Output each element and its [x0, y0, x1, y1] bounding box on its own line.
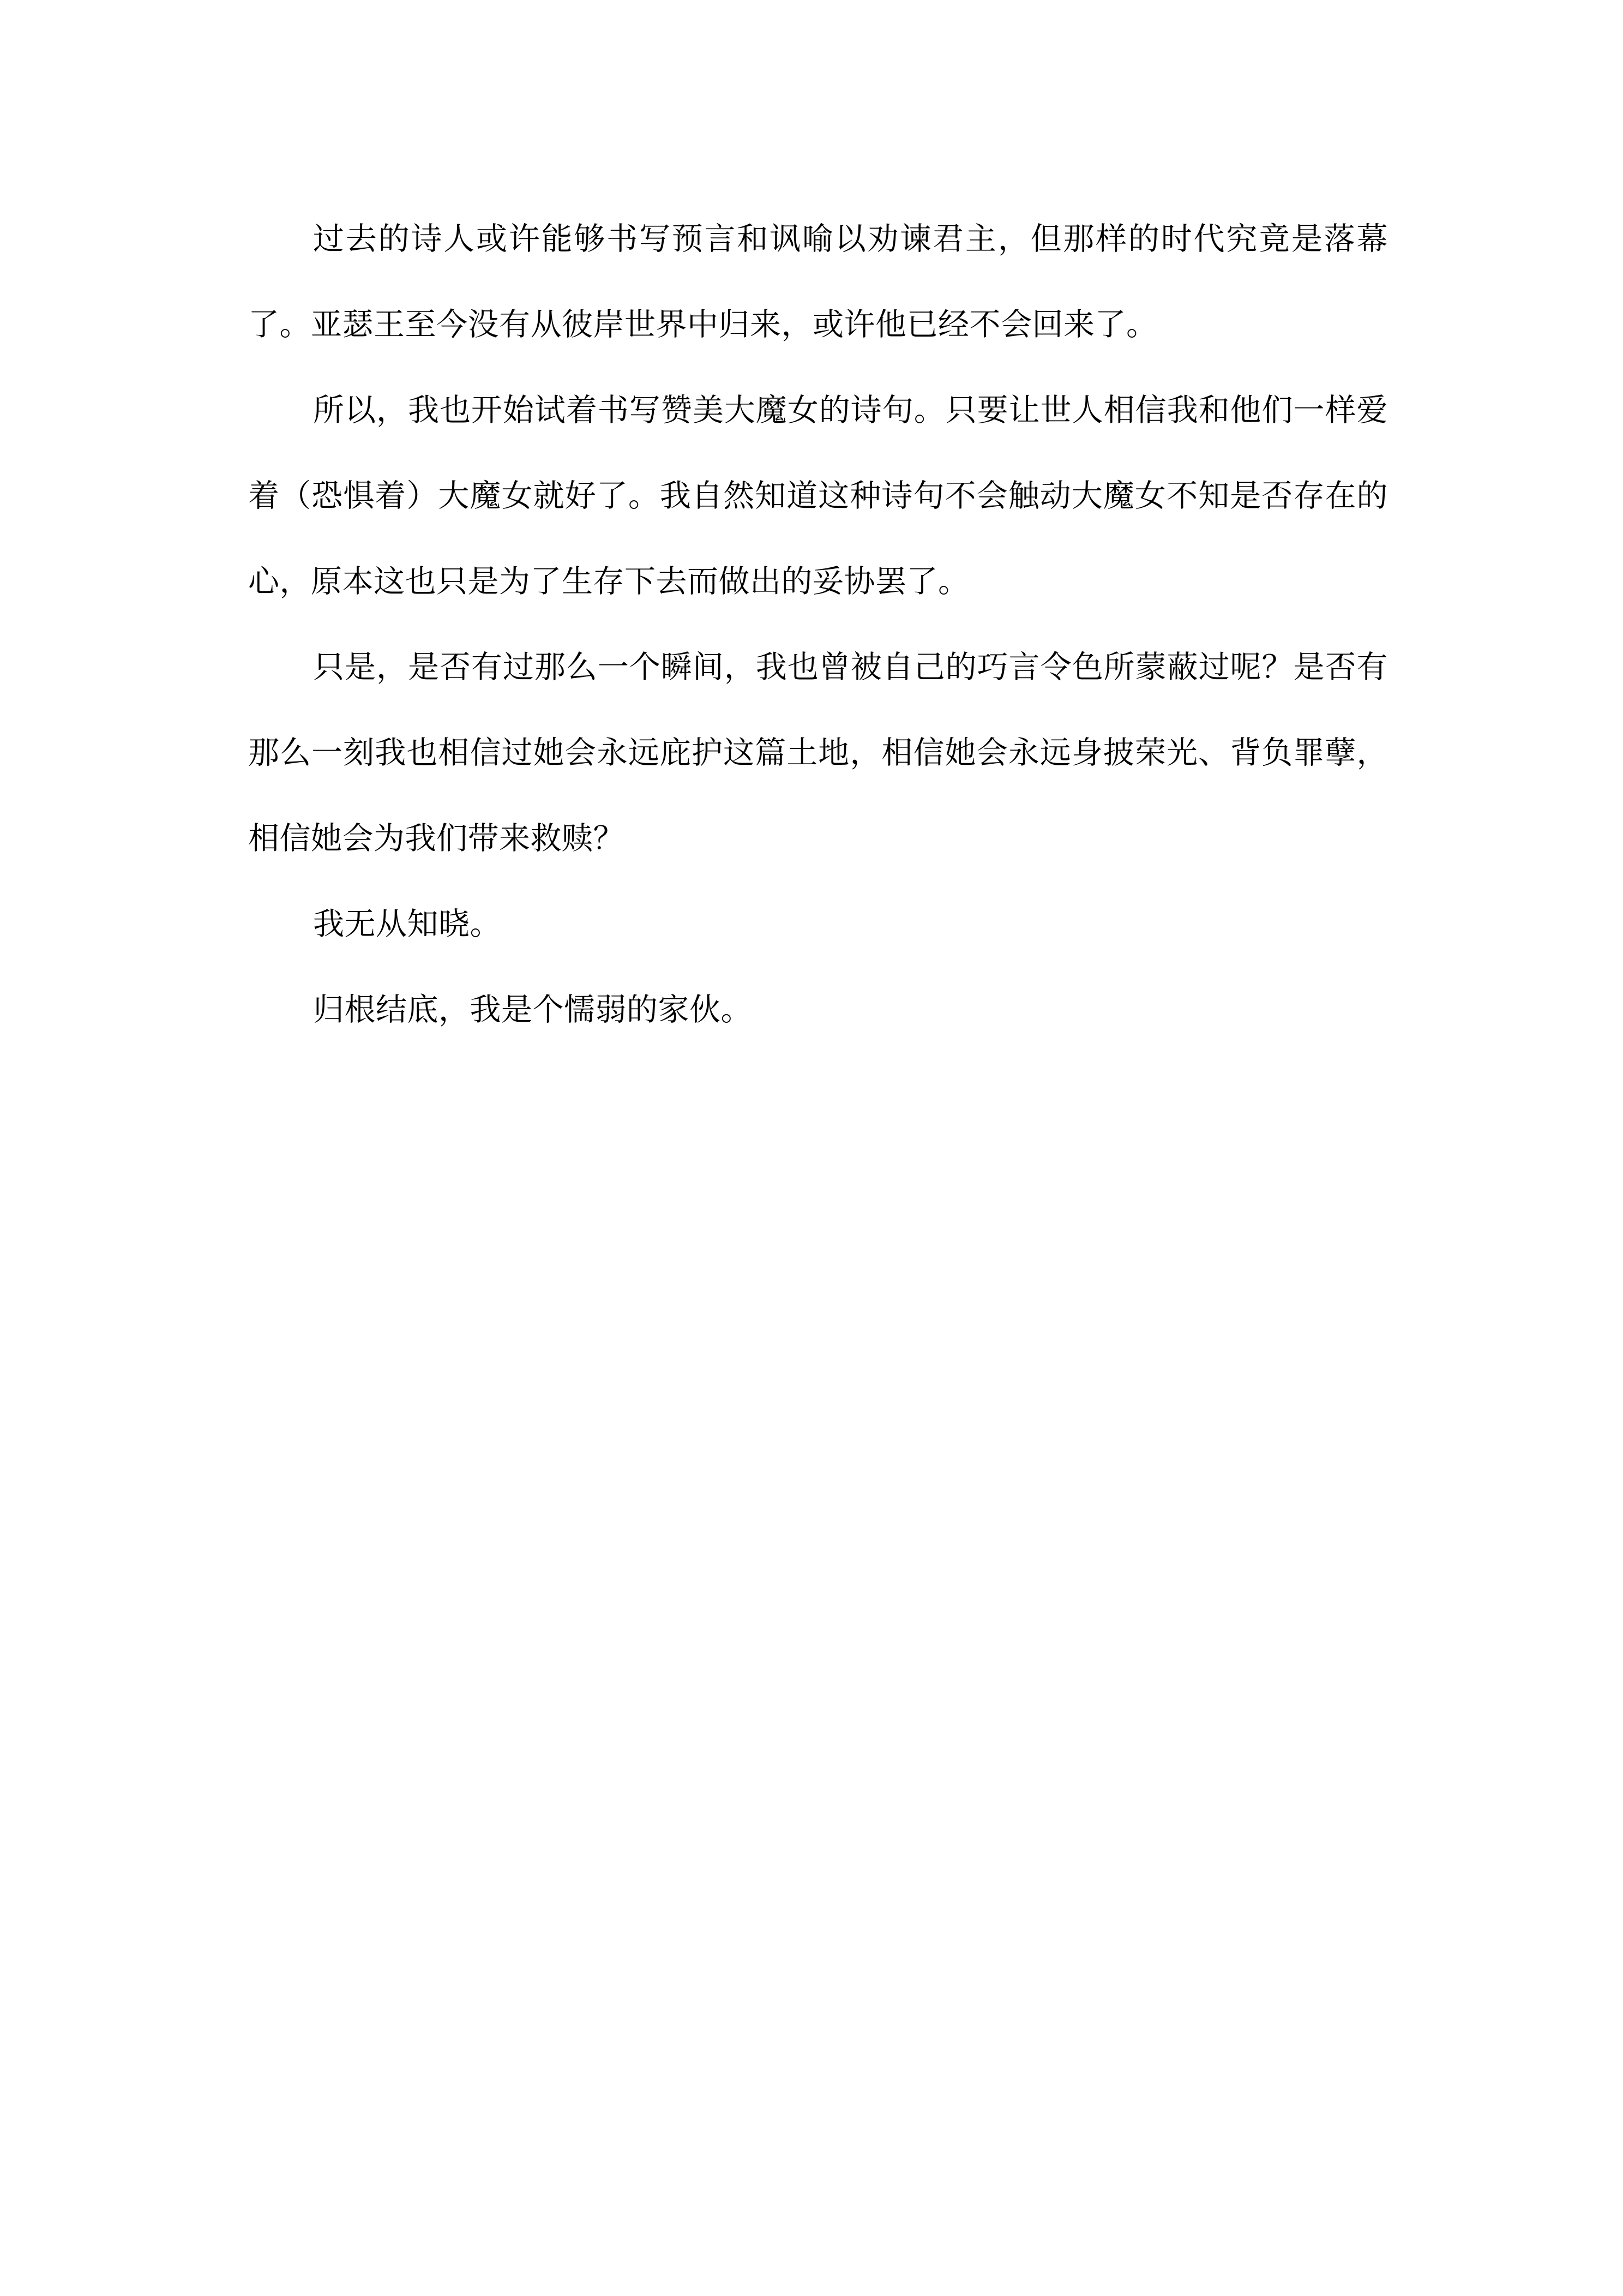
paragraph: 过去的诗人或许能够书写预言和讽喻以劝谏君主，但那样的时代究竟是落幕了。亚瑟王至今没有从彼岸世界中归来，或许他已经不会回来了。 [248, 221, 1388, 343]
paragraph: 归根结底，我是个懦弱的家伙。 [313, 992, 752, 1028]
paragraph: 所以，我也开始试着书写赞美大魔女的诗句。只要让世人相信我和他们一样爱着（恐惧着）大魔女就好了。我自然知道这种诗句不会触动大魔女不知是否存在的心，原本这也只是为了生存下去而做出的妥协罢了。 [248, 392, 1388, 600]
paragraph: 只是，是否有过那么一个瞬间，我也曾被自己的巧言令色所蒙蔽过呢？是否有那么一刻我也相信过她会永远庇护这篇土地，相信她会永远身披荣光、背负罪孽，相信她会为我们带来救赎？ [248, 649, 1388, 856]
paragraph: 我无从知晓。 [313, 906, 501, 942]
body-text [248, 196, 1388, 1053]
